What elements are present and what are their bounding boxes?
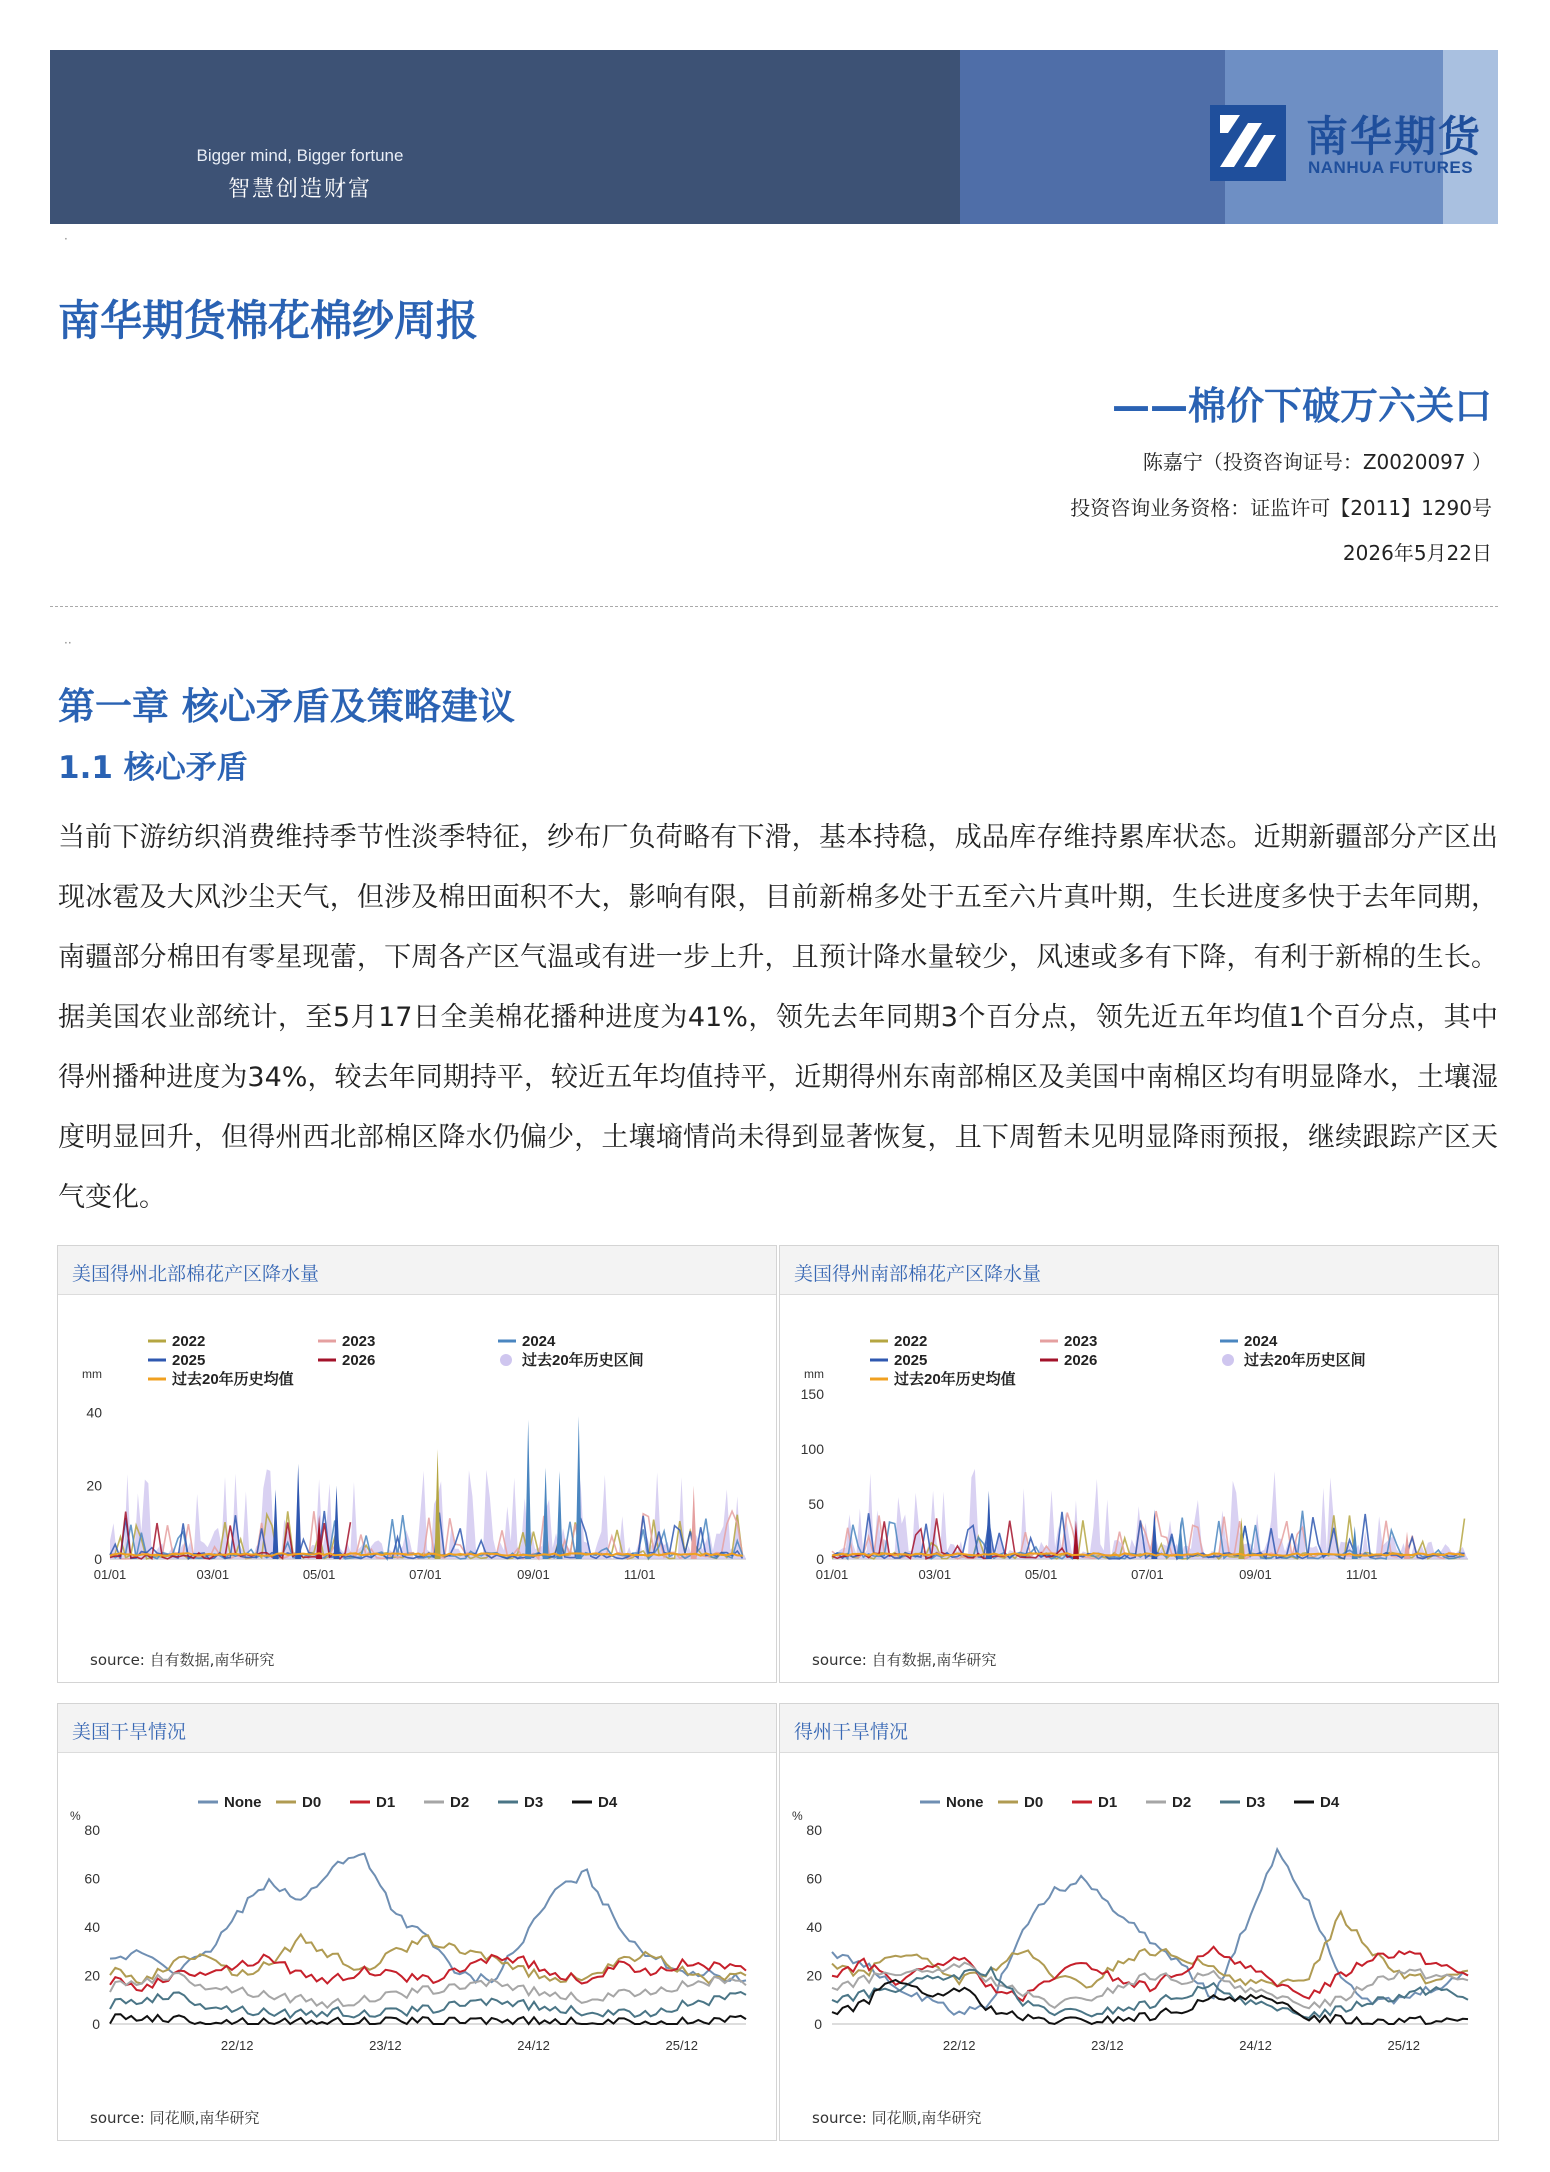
x-tick-label: 09/01 [1239,1567,1272,1582]
panel-title: 美国得州北部棉花产区降水量 [72,1263,320,1285]
legend-label: 2023 [1064,1333,1098,1350]
x-tick-label: 24/12 [1239,2038,1272,2053]
legend-label: D1 [376,1794,396,1811]
chart-panel-north-texas-rain [57,1245,777,1683]
chart-panel-south-texas-rain [779,1245,1499,1683]
x-tick-label: 23/12 [369,2038,402,2053]
report-title: 南华期货棉花棉纱周报 [58,296,479,345]
chapter-heading: 第一章 核心矛盾及策略建议 [58,685,515,728]
chart-source: source: 同花顺,南华研究 [90,2109,260,2127]
legend-label: 过去20年历史区间 [522,1352,644,1369]
y-tick-label: 100 [800,1441,824,1457]
x-tick-label: 23/12 [1091,2038,1124,2053]
precip-spike [525,1420,531,1559]
y-tick-label: 80 [806,1822,822,1838]
slogan-chinese: 智慧创造财富 [227,177,372,202]
x-tick-label: 24/12 [517,2038,550,2053]
y-tick-label: 50 [808,1496,824,1512]
y-tick-label: 0 [814,2016,822,2032]
section-heading: 1.1 核心矛盾 [58,750,248,786]
y-tick-label: 20 [806,1967,822,1984]
panel-header [780,1246,1498,1295]
precip-spike [691,1486,697,1559]
header-banner [50,50,1498,224]
legend-label: D0 [1024,1794,1044,1811]
legend-swatch [500,1354,512,1366]
precip-spike [1151,1510,1157,1560]
banner-band [960,50,1225,224]
x-tick-label: 09/01 [517,1567,550,1582]
marker-dot: · [64,232,68,246]
y-tick-label: 150 [800,1386,824,1402]
legend-label: D3 [1246,1794,1266,1811]
y-tick-label: 60 [806,1870,822,1887]
qualification-line: 投资咨询业务资格：证监许可【2011】1290号 [1070,496,1492,520]
body-paragraph: 当前下游纺织消费维持季节性淡季特征，纱布厂负荷略有下滑，基本持稳，成品库存维持累库状态。近期新疆部分产区出现冰雹及大风沙尘天气，但涉及棉田面积不大，影响有限，目前新棉多处于五至六片真叶期，生长进度多快于去年同期，南疆部分棉田有零星现蕾，下周各产区气温或有进一步上升，且预计降水量较少，风速或多有下降，有利于新棉的生长。据美国农业部统计，至5月17日全美棉花播种进度为41%，领先去年同期3个百分点，领先近五年均值1个百分点，其中得州播种进度为34%，较去年同期持平，较近五年均值持平，近期得州东南部棉区及美国中南棉区均有明显降水，土壤湿度明显回升，但得州西北部棉区降水仍偏少，土壤墒情尚未得到显著恢复，且下周暂未见明显降雨预报，继续跟踪产区天气变化。 [58,822,1498,1213]
legend-label: D2 [1172,1794,1192,1811]
author-line: 陈嘉宁（投资咨询证号：Z0020097 ） [1142,450,1492,474]
x-tick-label: 25/12 [665,2038,699,2053]
marker-dot: ·· [64,636,72,650]
panel-header [58,1704,776,1753]
precip-chart-north [58,1294,776,1634]
section-divider [50,606,1498,607]
series-line-D3 [110,1992,746,2018]
x-tick-label: 11/01 [1345,1567,1378,1582]
series-line-D2 [832,1963,1468,2009]
y-tick-label: 60 [84,1870,100,1887]
precip-spike [295,1464,301,1559]
chart-source: source: 自有数据,南华研究 [90,1651,275,1669]
y-tick-label: 20 [84,1967,100,1984]
y-tick-label: 40 [806,1919,822,1935]
nanhua-logo-icon [1210,105,1286,181]
x-tick-label: 22/12 [220,2038,254,2053]
legend-label: D2 [450,1794,470,1811]
x-tick-label: 01/01 [815,1567,849,1582]
legend-swatch [1222,1354,1234,1366]
x-tick-label: 11/01 [623,1567,656,1582]
x-tick-label: 07/01 [1131,1567,1164,1582]
precip-spike [557,1471,563,1559]
axis-unit: % [70,1809,81,1823]
slogan-english: Bigger mind, Bigger fortune [196,146,404,165]
drought-chart-texas [780,1752,1498,2092]
logo-text-chinese: 南华期货 [1306,112,1483,161]
legend-label: D4 [598,1794,618,1811]
x-tick-label: 01/01 [93,1567,127,1582]
legend-label: 过去20年历史区间 [1244,1352,1366,1369]
panel-header [58,1246,776,1295]
x-tick-label: 22/12 [942,2038,976,2053]
legend-label: None [224,1794,262,1811]
chart-source: source: 自有数据,南华研究 [812,1651,997,1669]
legend-label: 2026 [1064,1352,1098,1369]
y-tick-label: 0 [94,1551,102,1567]
legend-label: None [946,1794,984,1811]
legend-label: D0 [302,1794,322,1811]
series-line-D3 [832,1968,1468,2018]
legend-label: 2022 [894,1333,928,1350]
panel-title: 得州干旱情况 [794,1721,909,1743]
series-line-D2 [110,1973,746,2008]
legend-label: 2022 [172,1333,206,1350]
chart-panel-us-drought [57,1703,777,2141]
legend-label: 2025 [894,1352,928,1369]
report-date: 2026年5月22日 [1342,541,1492,565]
history-range-area [832,1469,1468,1559]
series-line-D4 [832,1980,1468,2024]
x-tick-label: 05/01 [1024,1567,1058,1582]
logo-text-english: NANHUA FUTURES [1308,158,1474,177]
legend-label: 2026 [342,1352,376,1369]
legend-label: 2025 [172,1352,206,1369]
y-tick-label: 40 [86,1404,102,1421]
legend-label: D4 [1320,1794,1340,1811]
chart-panel-texas-drought [779,1703,1499,2141]
x-tick-label: 25/12 [1387,2038,1421,2053]
panel-title: 美国干旱情况 [72,1721,187,1743]
panel-header [780,1704,1498,1753]
x-tick-label: 03/01 [918,1567,952,1582]
y-tick-label: 40 [84,1919,100,1935]
precip-spike [986,1491,992,1559]
legend-label: 过去20年历史均值 [172,1371,294,1388]
legend-label: 过去20年历史均值 [894,1371,1016,1388]
legend-label: 2023 [342,1333,376,1350]
y-tick-label: 0 [92,2016,100,2032]
y-tick-label: 0 [816,1551,824,1567]
report-subtitle: ——棉价下破万六关口 [1111,384,1492,428]
axis-unit: mm [82,1367,102,1381]
legend-label: D3 [524,1794,544,1811]
legend-label: 2024 [522,1333,556,1350]
precip-spike [273,1489,279,1559]
x-tick-label: 05/01 [302,1567,336,1582]
drought-chart-us [58,1752,776,2092]
axis-unit: % [792,1809,803,1823]
series-line-None [110,1854,746,1983]
legend-label: D1 [1098,1794,1118,1811]
x-tick-label: 03/01 [196,1567,230,1582]
chart-source: source: 同花顺,南华研究 [812,2109,982,2127]
panel-title: 美国得州南部棉花产区降水量 [794,1263,1042,1285]
y-tick-label: 80 [84,1822,100,1838]
y-tick-label: 20 [86,1477,102,1494]
axis-unit: mm [804,1367,824,1381]
precip-chart-south [780,1294,1498,1634]
legend-label: 2024 [1244,1333,1278,1350]
x-tick-label: 07/01 [409,1567,442,1582]
